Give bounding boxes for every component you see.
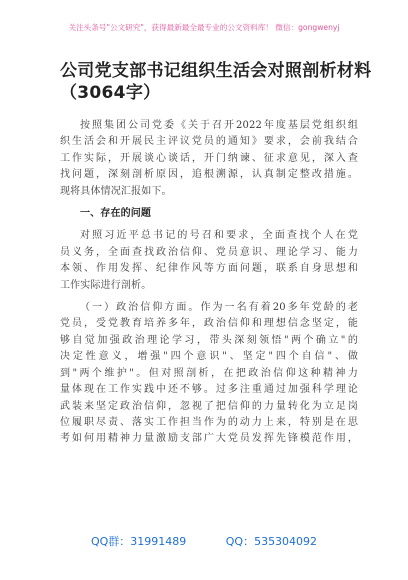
text-line: 本领、作用发挥、纪律作风等方面问题，联系自身思想和 [60, 263, 358, 275]
text-line: 织生活会和开展民主评议党员的通知》要求，会前我结合 [60, 136, 358, 148]
intro-paragraph [60, 118, 358, 200]
text-line: 位履职尽责、落实工作担当作为的动力上来，特别是在思 [60, 416, 358, 428]
text-line: 员义务，全面查找政治信仰、党员意识、理论学习、能力 [60, 246, 358, 258]
political-belief-paragraph [60, 300, 358, 448]
text-line: 考如何用精神力量激励支部广大党员发挥先锋模范作用， [60, 433, 358, 445]
text-line: 够自觉加强政治理论学习，带头深刻领悟"两个确立"的 [60, 334, 358, 346]
text-line: 党员，受党教育培养多年，政治信仰和理想信念坚定，能 [60, 318, 358, 330]
text-line: （一）政治信仰方面。作为一名有着20多年党龄的老 [80, 302, 358, 314]
text-line: 工作实际进行剖析。 [60, 279, 152, 291]
text-line: 武装来坚定政治信仰，忽视了把信仰的力量转化为立足岗 [60, 400, 358, 412]
section-heading: 一、存在的问题 [80, 208, 152, 220]
text-line: 决定性意义，增强"四个意识"、坚定"四个自信"、做 [60, 351, 358, 363]
qq-number: QQ：535304092 [225, 535, 318, 548]
title-line-1: 公司党支部书记组织生活会对照剖析材料 [60, 61, 372, 81]
text-line: 量体现在工作实践中还不够。过多注重通过加强科学理论 [60, 384, 358, 396]
document-body [60, 118, 358, 454]
document-title [60, 60, 390, 104]
section1-intro-paragraph [60, 228, 358, 294]
text-line: 找问题，深刻剖析原因，追根溯源，认真制定整改措施。 [60, 169, 358, 181]
text-line: 按照集团公司党委《关于召开2022年度基层党组织组 [80, 120, 358, 131]
text-line: 现将具体情况汇报如下。 [60, 185, 172, 197]
text-line: 工作实际，开展谈心谈话，开门纳谏、征求意见，深入查 [60, 152, 358, 164]
text-line: 到"两个维护"。但对照剖析，在把政治信仰这种精神力 [60, 367, 358, 379]
text-line: 对照习近平总书记的号召和要求，全面查找个人在党 [80, 230, 358, 242]
footer-contact [0, 533, 408, 549]
title-line-2: （3064字） [60, 83, 161, 103]
qq-group-number: QQ群：31991489 [90, 535, 187, 548]
top-banner: 关注头条号"公文研究"，获得最新最全最专业的公文资料库！ 微信：gongwenyj [68, 23, 340, 32]
